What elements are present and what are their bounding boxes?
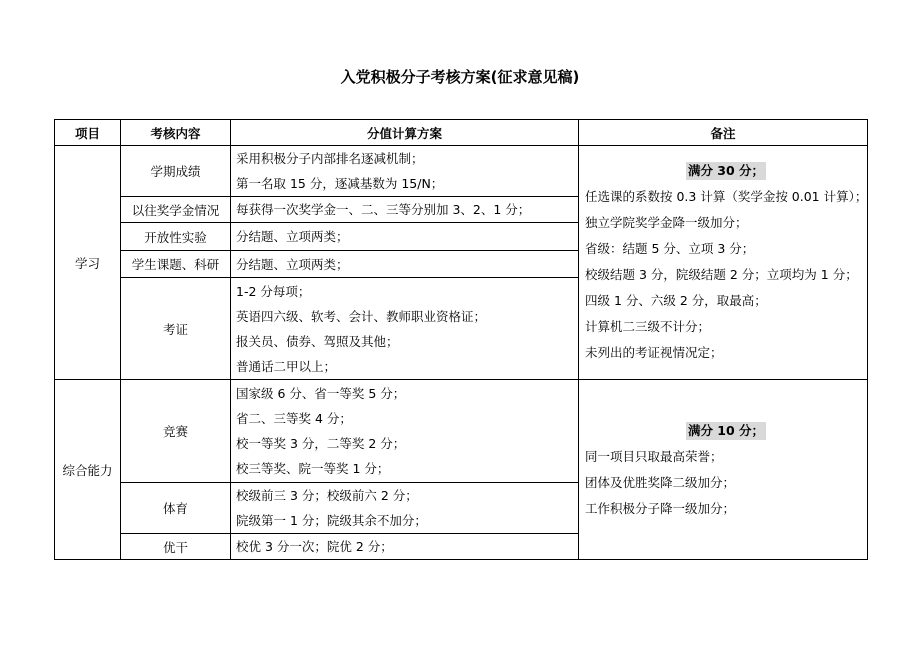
content-cell: 竞赛	[121, 380, 231, 483]
calc-cell	[231, 278, 579, 380]
calc-line: 分结题、立项两类；	[236, 256, 349, 272]
header-item: 项目	[55, 120, 121, 146]
calc-line: 每获得一次奖学金一、二、三等分别加 3、2、1 分；	[236, 202, 531, 217]
header-note: 备注	[579, 120, 868, 146]
calc-cell	[231, 223, 579, 251]
content-cell: 以往奖学金情况	[121, 197, 231, 223]
calc-line: 国家级 6 分、省一等奖 5 分；	[236, 386, 406, 401]
calc-line: 1-2 分每项；	[236, 283, 311, 299]
note-line: 独立学院奖学金降一级加分；	[585, 215, 748, 230]
calc-cell	[231, 251, 579, 278]
calc-line: 院级第一 1 分；院级其余不加分；	[236, 513, 427, 528]
calc-line: 英语四六级、软考、会计、教师职业资格证；	[236, 308, 487, 324]
document-title: 入党积极分子考核方案(征求意见稿)	[340, 68, 580, 86]
content-cell: 考证	[121, 278, 231, 380]
note-line: 团体及优胜奖降二级加分；	[585, 475, 736, 490]
category-study: 学习	[55, 146, 121, 380]
header-calc: 分值计算方案	[231, 120, 579, 146]
calc-line: 省二、三等奖 4 分；	[236, 411, 352, 426]
note-line: 任选课的系数按 0.3 计算（奖学金按 0.01 计算）；	[585, 189, 868, 204]
note-line: 四级 1 分、六级 2 分，取最高；	[585, 293, 767, 308]
calc-line: 分结题、立项两类；	[236, 229, 349, 244]
calc-line: 采用积极分子内部排名逐减机制；	[236, 151, 424, 166]
note-line: 工作积极分子降一级加分；	[585, 501, 736, 516]
table-header-row	[55, 120, 868, 146]
calc-line: 校一等奖 3 分，二等奖 2 分；	[236, 436, 406, 451]
note-cell-ability	[579, 380, 868, 560]
content-cell: 体育	[121, 483, 231, 534]
assessment-table	[54, 119, 868, 560]
calc-line: 校优 3 分一次；院优 2 分；	[236, 539, 393, 554]
note-line: 计算机二三级不计分；	[585, 319, 711, 334]
note-cell-study	[579, 146, 868, 380]
calc-cell	[231, 197, 579, 223]
note-line: 省级：结题 5 分、立项 3 分；	[585, 241, 755, 256]
note-line: 同一项目只取最高荣誉；	[585, 449, 723, 464]
calc-cell	[231, 146, 579, 197]
table-row	[55, 146, 868, 197]
calc-cell	[231, 534, 579, 560]
content-cell: 开放性实验	[121, 223, 231, 251]
table-row	[55, 380, 868, 483]
content-cell: 优干	[121, 534, 231, 560]
header-content: 考核内容	[121, 120, 231, 146]
calc-line: 普通话二甲以上；	[236, 358, 337, 374]
note-line: 校级结题 3 分，院级结题 2 分；立项均为 1 分；	[585, 267, 858, 282]
calc-line: 校级前三 3 分；校级前六 2 分；	[236, 488, 418, 503]
full-score-highlight: 满分 30 分；	[687, 163, 765, 178]
calc-cell	[231, 483, 579, 534]
content-cell: 学生课题、科研	[121, 251, 231, 278]
content-cell: 学期成绩	[121, 146, 231, 197]
calc-line: 校三等奖、院一等奖 1 分；	[236, 461, 390, 476]
calc-line: 报关员、债券、驾照及其他；	[236, 333, 399, 349]
note-line: 未列出的考证视情况定；	[585, 345, 723, 360]
calc-line: 第一名取 15 分，逐减基数为 15/N；	[236, 176, 444, 191]
category-ability: 综合能力	[55, 380, 121, 560]
full-score-highlight: 满分 10 分；	[687, 423, 765, 438]
calc-cell	[231, 380, 579, 483]
